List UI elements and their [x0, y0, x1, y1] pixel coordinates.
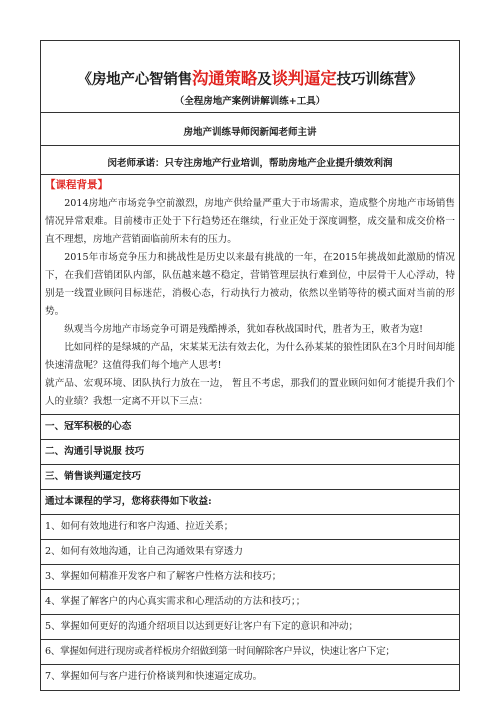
key-point: 一、冠军积极的心态 [45, 421, 132, 432]
course-subtitle: （全程房地产案例讲解训练+工具） [174, 96, 326, 107]
divider [41, 664, 459, 665]
divider [41, 439, 459, 440]
divider [41, 145, 459, 146]
divider [41, 539, 459, 540]
course-content [45, 177, 455, 686]
divider [41, 514, 459, 515]
teacher-promise: 闵老师承诺：只专注房地产行业培训，帮助房地产企业提升绩效利润 [107, 158, 393, 169]
teacher-line: 房地产训练导师闵新闻老师主讲 [183, 127, 317, 138]
benefit-item: 4、掌握了解客户的内心真实需求和心理活动的方法和技巧；； [45, 596, 306, 607]
background-paragraph: 就产品、宏观环境、团队执行力放在一边， 暂且不考虑，那我们的置业顾问如何才能提升我们个人的业绩？我想一定离不开以下三点： [45, 378, 455, 407]
divider [41, 639, 459, 640]
divider [41, 564, 459, 565]
benefit-item: 1、如何有效地进行和客户沟通、拉近关系； [45, 521, 234, 532]
divider [41, 174, 459, 175]
divider [41, 112, 459, 113]
divider [41, 464, 459, 465]
background-paragraph: 2014房地产市场竞争空前激烈，房地产供给量严重大于市场需求，造成整个房地产市场销售情况异常艰难。目前楼市正处于下行趋势还在继续，行业正处于深度调整，成交量和成交价格一直不理想，房地产营销面临前所未有的压力。 [45, 198, 455, 245]
title-highlight-2: 谈判逼定 [271, 69, 337, 88]
divider [41, 489, 459, 490]
title-prefix: 《房地产心智销售 [77, 71, 192, 88]
benefit-item: 7、掌握如何与客户进行价格谈判和快速逼定成功。 [45, 671, 263, 682]
title-highlight-1: 沟通策略 [191, 69, 258, 88]
divider [41, 589, 459, 590]
background-paragraph: 纵观当今房地产市场竞争可谓是残酷搏杀，犹如春秋战国时代，胜者为王，败者为寇! [64, 324, 424, 335]
title-mid: 及 [257, 71, 272, 88]
key-point: 二、沟通引导说服 技巧 [45, 446, 145, 457]
key-point: 三、销售谈判逼定技巧 [45, 471, 141, 482]
background-paragraph: 2015年市场竞争压力和挑战性是历史以来最有挑战的一年，在2015年挑战如此激励的情况下，在我们营销团队内部，队伍越来越不稳定，营销管理层执行难到位，中层骨干人心浮动，特别是一线置业顾问目标迷茫，消极心态，行动执行力被动，依然以坐销等待的模式面对当前的形势。 [45, 252, 455, 317]
document-frame [40, 40, 460, 691]
benefit-item: 5、掌握如何更好的沟通介绍项目以达到更好让客户有下定的意识和冲动； [45, 621, 359, 632]
course-title [41, 65, 459, 89]
benefits-heading: 通过本课程的学习，您将获得如下收益: [45, 496, 212, 507]
section-heading-background: 【课程背景】 [45, 179, 108, 191]
benefit-item: 3、掌握如何精准开发客户和了解客户性格方法和技巧； [45, 571, 282, 582]
benefit-item: 2、如何有效地沟通，让自己沟通效果有穿透力 [45, 546, 243, 557]
divider [41, 414, 459, 415]
divider [41, 614, 459, 615]
background-paragraph: 比如同样的是绿城的产品，宋某某无法有效去化，为什么孙某某的狼性团队在3个月时间却能快速清盘呢？这值得我们每个地产人思考! [45, 342, 455, 371]
benefit-item: 6、掌握如何进行现房或者样板房介绍做到第一时间解除客户异议，快速让客户下定； [45, 646, 395, 657]
title-suffix: 技巧训练营》 [336, 71, 423, 88]
